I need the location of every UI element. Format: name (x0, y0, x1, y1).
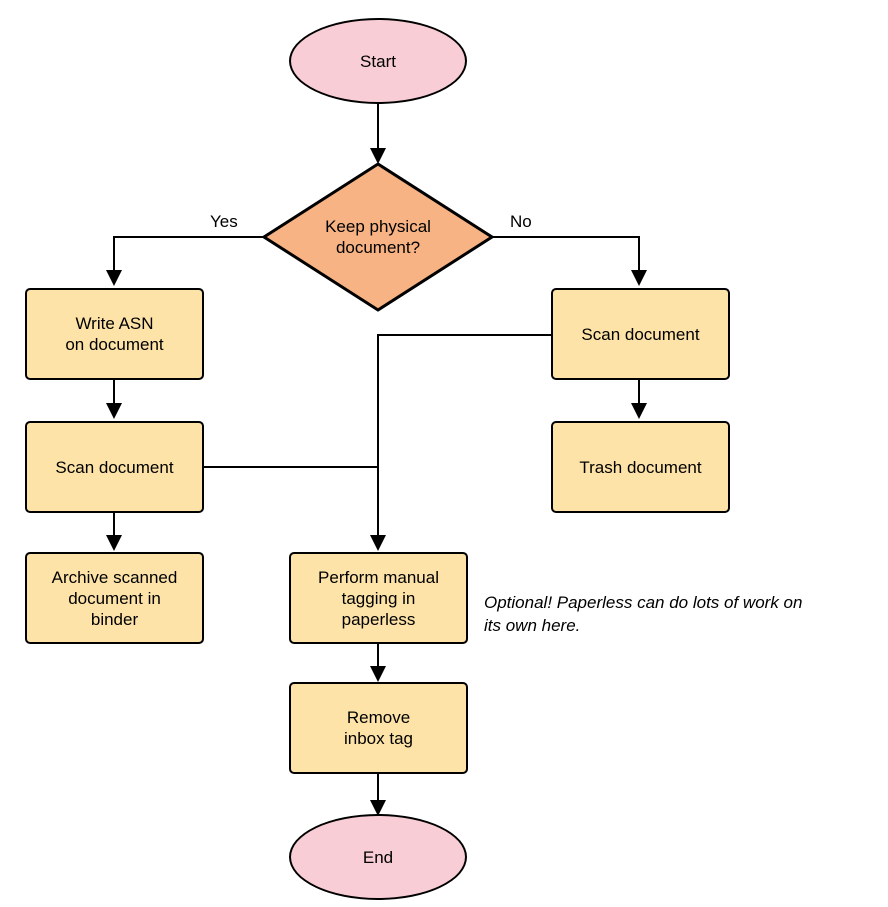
edge-decision-to-scan-right (492, 237, 639, 282)
node-write-asn-label-line2: on document (65, 335, 164, 354)
node-start-label: Start (360, 51, 396, 71)
optional-note (484, 591, 884, 637)
optional-note-line1: Optional! Paperless can do lots of work on (484, 593, 803, 612)
node-keep-physical-document-decision[interactable] (262, 162, 494, 312)
node-scan-document-right[interactable] (551, 288, 730, 380)
node-trash-document-label: Trash document (579, 457, 702, 477)
edge-label-no: No (510, 212, 532, 231)
node-archive-label-line1: Archive scanned (51, 567, 178, 587)
node-manual-tagging-label-line3: paperless (341, 609, 416, 629)
edge-label-yes: Yes (210, 212, 238, 231)
node-start[interactable] (289, 18, 467, 104)
node-archive-label-line2: document in (68, 588, 161, 608)
node-remove-inbox-label-line2: inbox tag (344, 729, 413, 748)
node-scan-document-left[interactable] (25, 421, 204, 513)
node-decision-label-line2: document? (335, 238, 421, 257)
node-archive-binder[interactable] (25, 552, 204, 644)
edge-scan-right-to-tagging (378, 335, 552, 547)
node-scan-document-left-label: Scan document (55, 457, 174, 477)
node-manual-tagging[interactable] (289, 552, 468, 644)
node-decision-label-line1: Keep physical (325, 217, 431, 236)
node-write-asn[interactable] (25, 288, 204, 380)
node-remove-inbox-label-line1: Remove (346, 708, 411, 727)
node-remove-inbox-tag[interactable] (289, 682, 468, 774)
node-end-label: End (362, 847, 394, 867)
optional-note-line2: its own here. (484, 616, 581, 635)
node-manual-tagging-label-line1: Perform manual (318, 567, 439, 587)
node-scan-document-right-label: Scan document (581, 324, 700, 344)
node-end[interactable] (289, 814, 467, 900)
node-manual-tagging-label-line2: tagging in (341, 588, 416, 608)
node-archive-label-line3: binder (90, 609, 139, 629)
node-decision-label (325, 216, 431, 258)
node-write-asn-label-line1: Write ASN (75, 314, 154, 333)
node-trash-document[interactable] (551, 421, 730, 513)
edge-decision-to-write-asn (114, 237, 264, 282)
